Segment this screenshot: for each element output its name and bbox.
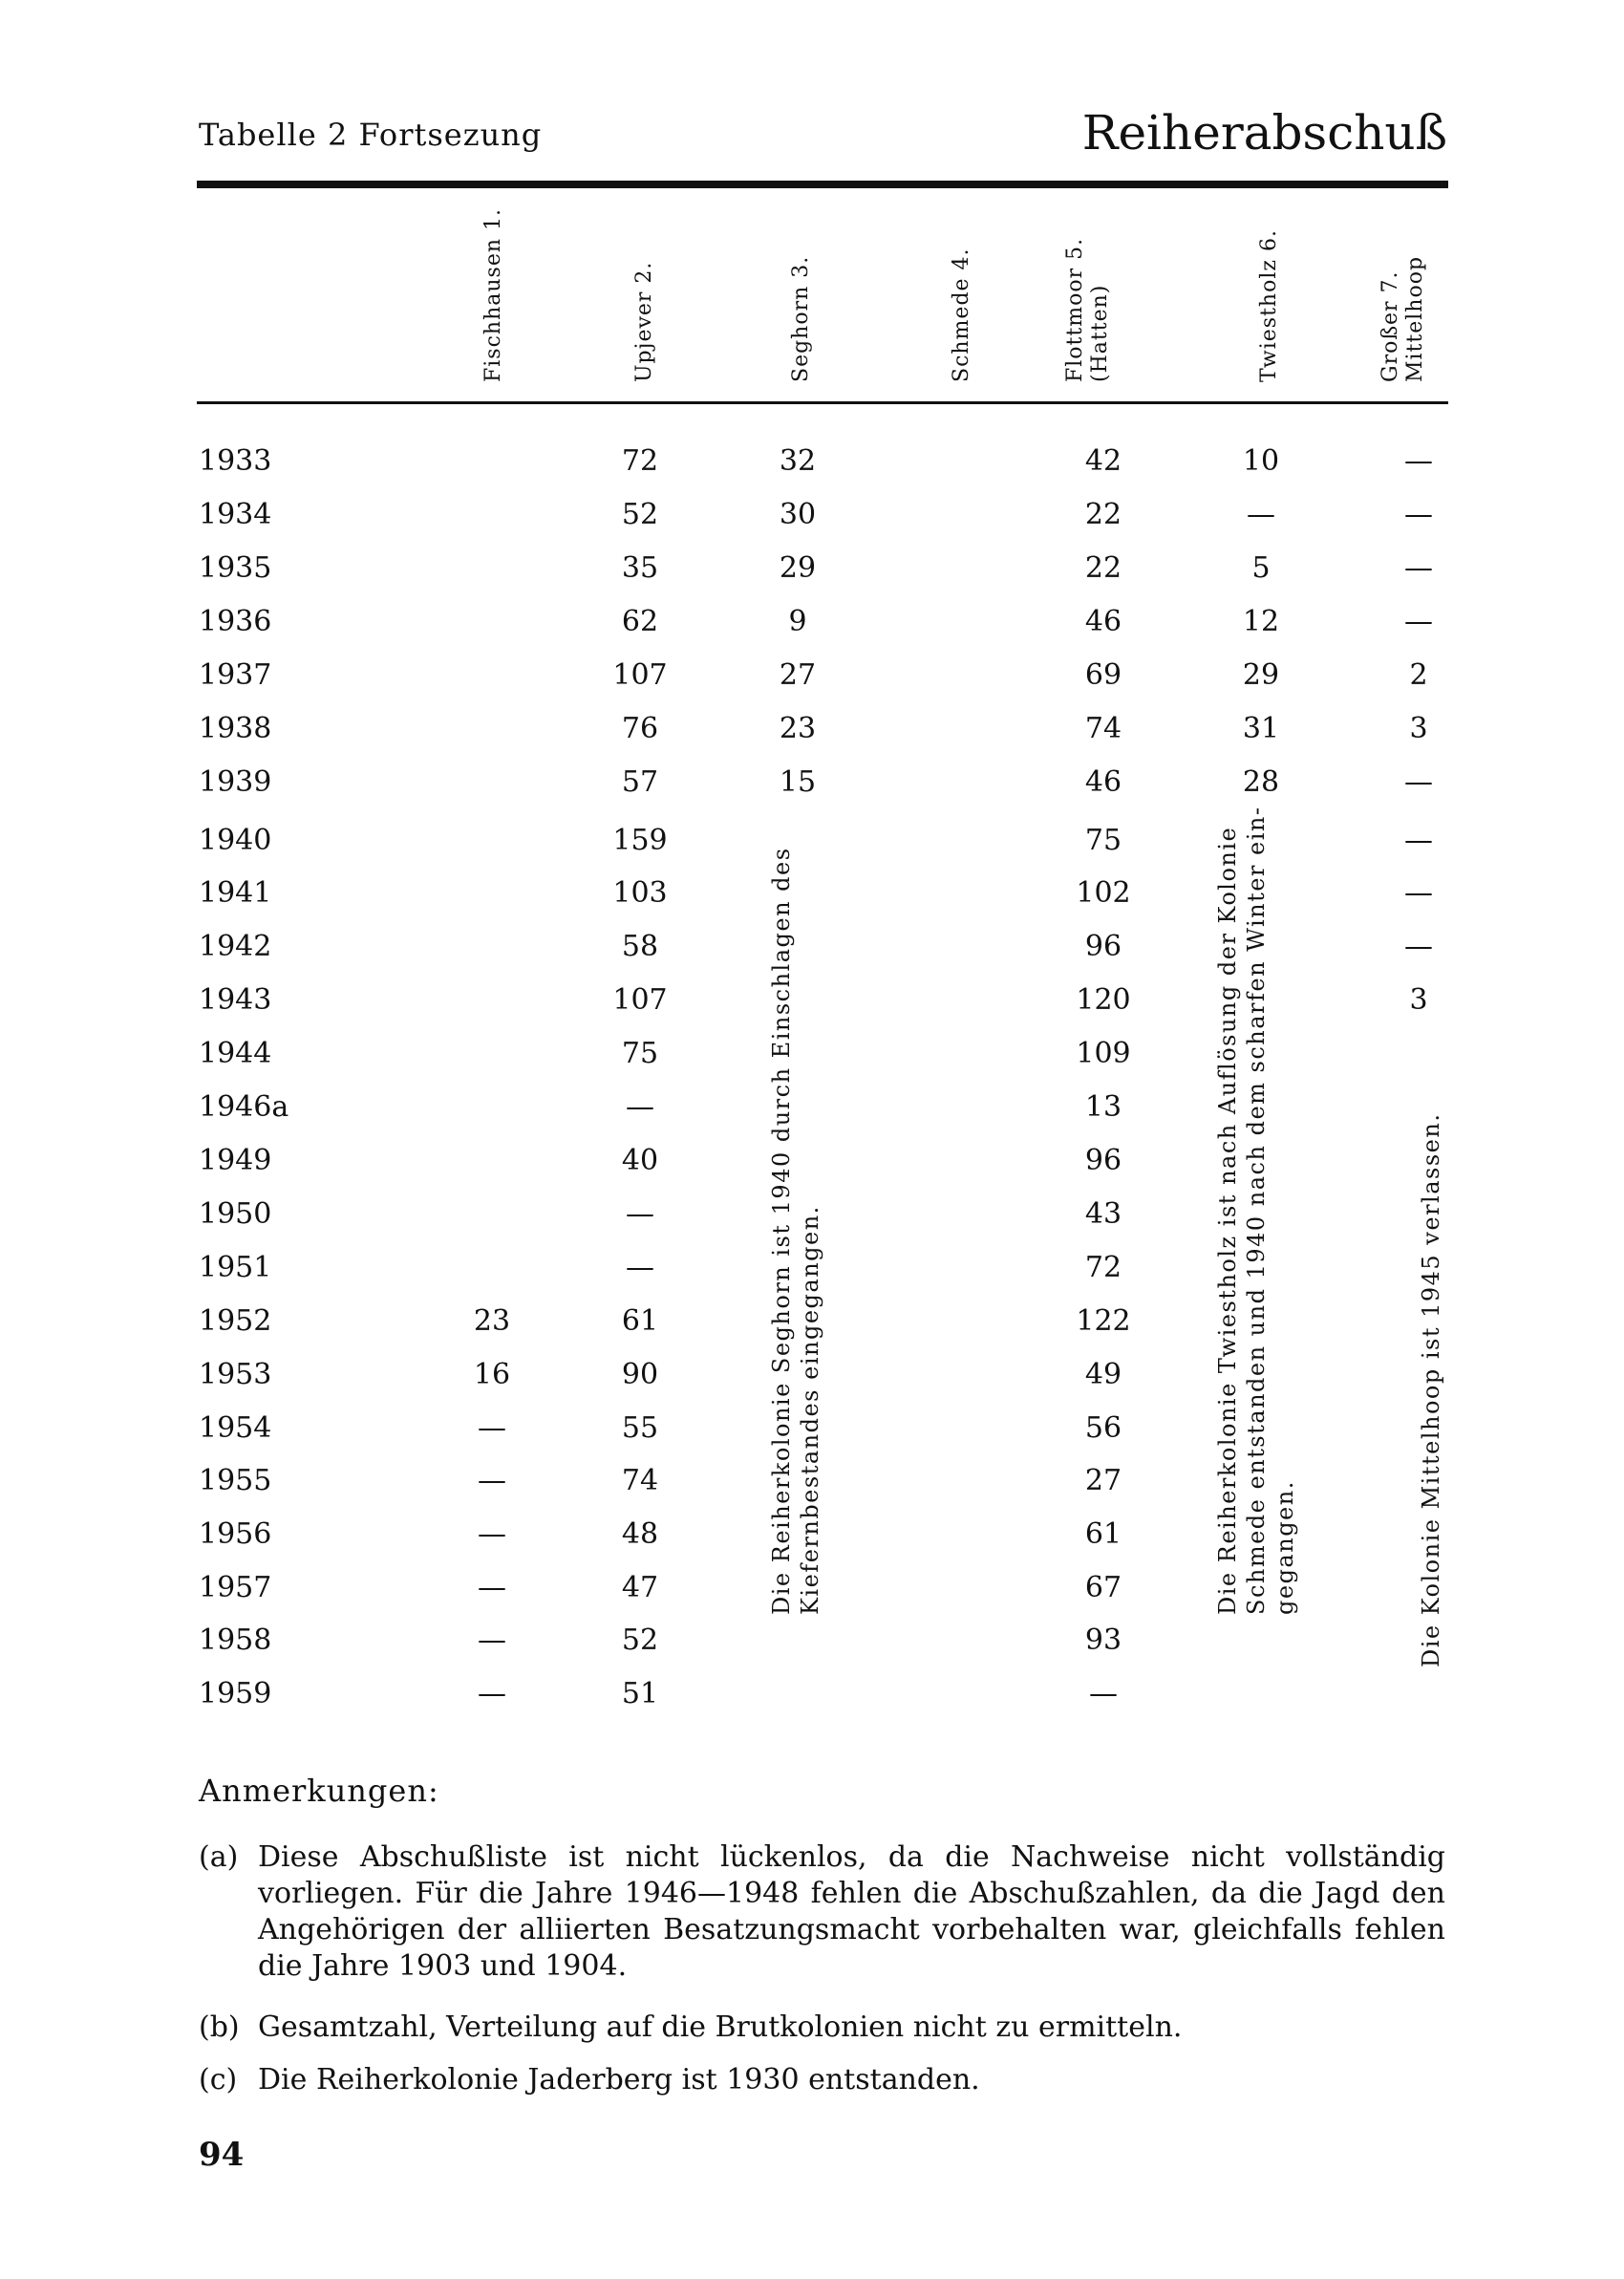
table-cell: —: [1404, 824, 1433, 857]
row-year: 1940: [199, 824, 272, 857]
row-year: 1952: [199, 1304, 272, 1338]
table-cell: 52: [621, 498, 659, 531]
table-cell: —: [478, 1677, 506, 1710]
note-mittelhoop: [1417, 1113, 1445, 1667]
table-cell: 27: [779, 658, 817, 692]
table-cell: 48: [621, 1517, 659, 1551]
row-year: 1953: [199, 1358, 272, 1391]
table-cell: 52: [621, 1623, 659, 1657]
table-cell: 76: [621, 712, 659, 745]
column-header-name: Seghorn 3.: [789, 255, 813, 382]
column-header-name: Schmede 4.: [950, 247, 973, 382]
table-cell: 5: [1251, 551, 1271, 585]
table-cell: 43: [1084, 1197, 1122, 1231]
vertical-note-line: gegangen.: [1271, 1480, 1298, 1615]
table-cell: 69: [1084, 658, 1122, 692]
table-cell: 56: [1084, 1411, 1122, 1445]
table-cell: 96: [1084, 1144, 1122, 1177]
vertical-note-line: Schmede entstanden und 1940 nach dem scharfen Winter ein-: [1243, 806, 1270, 1615]
row-year: 1943: [199, 983, 272, 1017]
table-cell: 22: [1084, 498, 1122, 531]
table-cell: 57: [621, 765, 659, 799]
table-cell: —: [1404, 765, 1433, 799]
table-cell: 42: [1084, 444, 1122, 478]
table-cell: 32: [779, 444, 817, 478]
table-cell: —: [478, 1571, 506, 1604]
vertical-note-line: Die Kolonie Mittelhoop ist 1945 verlassen.: [1418, 1112, 1444, 1667]
table-cell: 27: [1084, 1464, 1122, 1497]
notes-title: Anmerkungen:: [199, 1773, 439, 1809]
table-cell: 67: [1084, 1571, 1122, 1604]
row-year: 1937: [199, 658, 272, 692]
column-header-subname: (Hatten): [1088, 284, 1112, 382]
table-cell: —: [1247, 498, 1275, 531]
row-year: 1946a: [199, 1090, 289, 1124]
table-cell: 23: [473, 1304, 511, 1338]
table-cell: 47: [621, 1571, 659, 1604]
row-year: 1936: [199, 605, 272, 638]
table-cell: 72: [621, 444, 659, 478]
table-cell: 35: [621, 551, 659, 585]
table-cell: 62: [621, 605, 659, 638]
row-year: 1941: [199, 876, 272, 910]
vertical-note-line: Die Reiherkolonie Twiestholz ist nach Auflösung der Kolonie: [1214, 826, 1241, 1615]
table-cell: —: [478, 1623, 506, 1657]
row-year: 1939: [199, 765, 272, 799]
table-cell: —: [626, 1251, 654, 1284]
table-cell: 74: [1084, 712, 1122, 745]
table-cell: 46: [1084, 765, 1122, 799]
table-cell: 75: [621, 1037, 659, 1070]
table-cell: 103: [612, 876, 668, 910]
table-cell: 49: [1084, 1358, 1122, 1391]
row-year: 1954: [199, 1411, 272, 1445]
table-cell: —: [1404, 444, 1433, 478]
table-cell: 15: [779, 765, 817, 799]
table-cell: 31: [1242, 712, 1280, 745]
vertical-note-line: Die Reiherkolonie Seghorn ist 1940 durch Einschlagen des: [768, 847, 795, 1615]
row-year: 1957: [199, 1571, 272, 1604]
table-cell: 102: [1076, 876, 1131, 910]
table-cell: 9: [788, 605, 807, 638]
row-year: 1950: [199, 1197, 272, 1231]
row-year: 1935: [199, 551, 272, 585]
row-year: 1959: [199, 1677, 272, 1710]
table-cell: 12: [1242, 605, 1280, 638]
note-label: (a): [199, 1840, 239, 1874]
column-header-name: Twiestholz 6.: [1257, 229, 1281, 382]
column-header-name: Flottmoor 5.: [1063, 237, 1087, 382]
table-cell: —: [1404, 876, 1433, 910]
table-cell: 23: [779, 712, 817, 745]
page-heading: Reiherabschuß: [1081, 105, 1447, 161]
row-year: 1956: [199, 1517, 272, 1551]
note-text: Gesamtzahl, Verteilung auf die Brutkolonien nicht zu ermitteln.: [258, 2010, 1183, 2044]
table-cell: —: [1404, 930, 1433, 963]
row-year: 1958: [199, 1623, 272, 1657]
table-cell: 120: [1076, 983, 1131, 1017]
table-cell: 22: [1084, 551, 1122, 585]
row-year: 1951: [199, 1251, 272, 1284]
row-year: 1955: [199, 1464, 272, 1497]
table-cell: 74: [621, 1464, 659, 1497]
table-cell: 122: [1076, 1304, 1131, 1338]
table-cell: 28: [1242, 765, 1280, 799]
table-cell: 16: [473, 1358, 511, 1391]
table-cell: 13: [1084, 1090, 1122, 1124]
note-twiestholz: [1213, 806, 1299, 1615]
column-header-name: Großer 7.: [1378, 270, 1402, 382]
table-cell: 3: [1409, 983, 1428, 1017]
column-header-rule: [197, 401, 1448, 404]
table-cell: 51: [621, 1677, 659, 1710]
table-cell: 75: [1084, 824, 1122, 857]
table-cell: 58: [621, 930, 659, 963]
table-cell: —: [1404, 551, 1433, 585]
table-cell: —: [626, 1197, 654, 1231]
column-header-name: Fischhausen 1.: [481, 208, 505, 382]
table-cell: 90: [621, 1358, 659, 1391]
table-cell: 30: [779, 498, 817, 531]
row-year: 1942: [199, 930, 272, 963]
table-cell: —: [1404, 498, 1433, 531]
table-cell: 46: [1084, 605, 1122, 638]
vertical-note-line: Kiefernbestandes eingegangen.: [797, 1205, 823, 1615]
table-cell: 107: [612, 983, 668, 1017]
table-caption: Tabelle 2 Fortsezung: [199, 117, 543, 153]
header-rule: [197, 181, 1448, 188]
table-cell: 93: [1084, 1623, 1122, 1657]
column-header-name: Upjever 2.: [632, 261, 656, 382]
table-cell: 72: [1084, 1251, 1122, 1284]
row-year: 1944: [199, 1037, 272, 1070]
table-cell: 61: [1084, 1517, 1122, 1551]
table-cell: —: [478, 1411, 506, 1445]
table-cell: 159: [612, 824, 668, 857]
note-item: [199, 2062, 1445, 2098]
table-cell: —: [626, 1090, 654, 1124]
note-item: [199, 2010, 1445, 2046]
column-header-subname: Mittelhoop: [1403, 255, 1427, 382]
note-label: (b): [199, 2010, 240, 2044]
table-cell: 61: [621, 1304, 659, 1338]
note-seghorn: [767, 847, 824, 1615]
note-text: Die Reiherkolonie Jaderberg ist 1930 entstanden.: [258, 2063, 980, 2096]
table-cell: 3: [1409, 712, 1428, 745]
table-cell: 2: [1409, 658, 1428, 692]
row-year: 1938: [199, 712, 272, 745]
note-text: Diese Abschußliste ist nicht lückenlos, da die Nachweise nicht vollständig vorliegen. Für die Jahre 1946—1948 fehlen die Abschußzahlen, da die Jagd den Angehörigen der alliierten Besatzungsmacht vorbehalten war, gleichfalls fehlen die Jahre 1903 und 1904.: [258, 1840, 1445, 1983]
table-cell: 109: [1076, 1037, 1131, 1070]
table-cell: —: [1404, 605, 1433, 638]
row-year: 1934: [199, 498, 272, 531]
table-cell: —: [478, 1464, 506, 1497]
table-cell: 29: [1242, 658, 1280, 692]
table-cell: 55: [621, 1411, 659, 1445]
table-cell: 40: [621, 1144, 659, 1177]
note-item: [199, 1839, 1445, 1985]
table-cell: 10: [1242, 444, 1280, 478]
page-number: 94: [199, 2136, 245, 2174]
note-label: (c): [199, 2063, 238, 2096]
table-cell: —: [1089, 1677, 1118, 1710]
table-cell: 107: [612, 658, 668, 692]
table-cell: 96: [1084, 930, 1122, 963]
row-year: 1949: [199, 1144, 272, 1177]
table-cell: —: [478, 1517, 506, 1551]
row-year: 1933: [199, 444, 272, 478]
table-cell: 29: [779, 551, 817, 585]
